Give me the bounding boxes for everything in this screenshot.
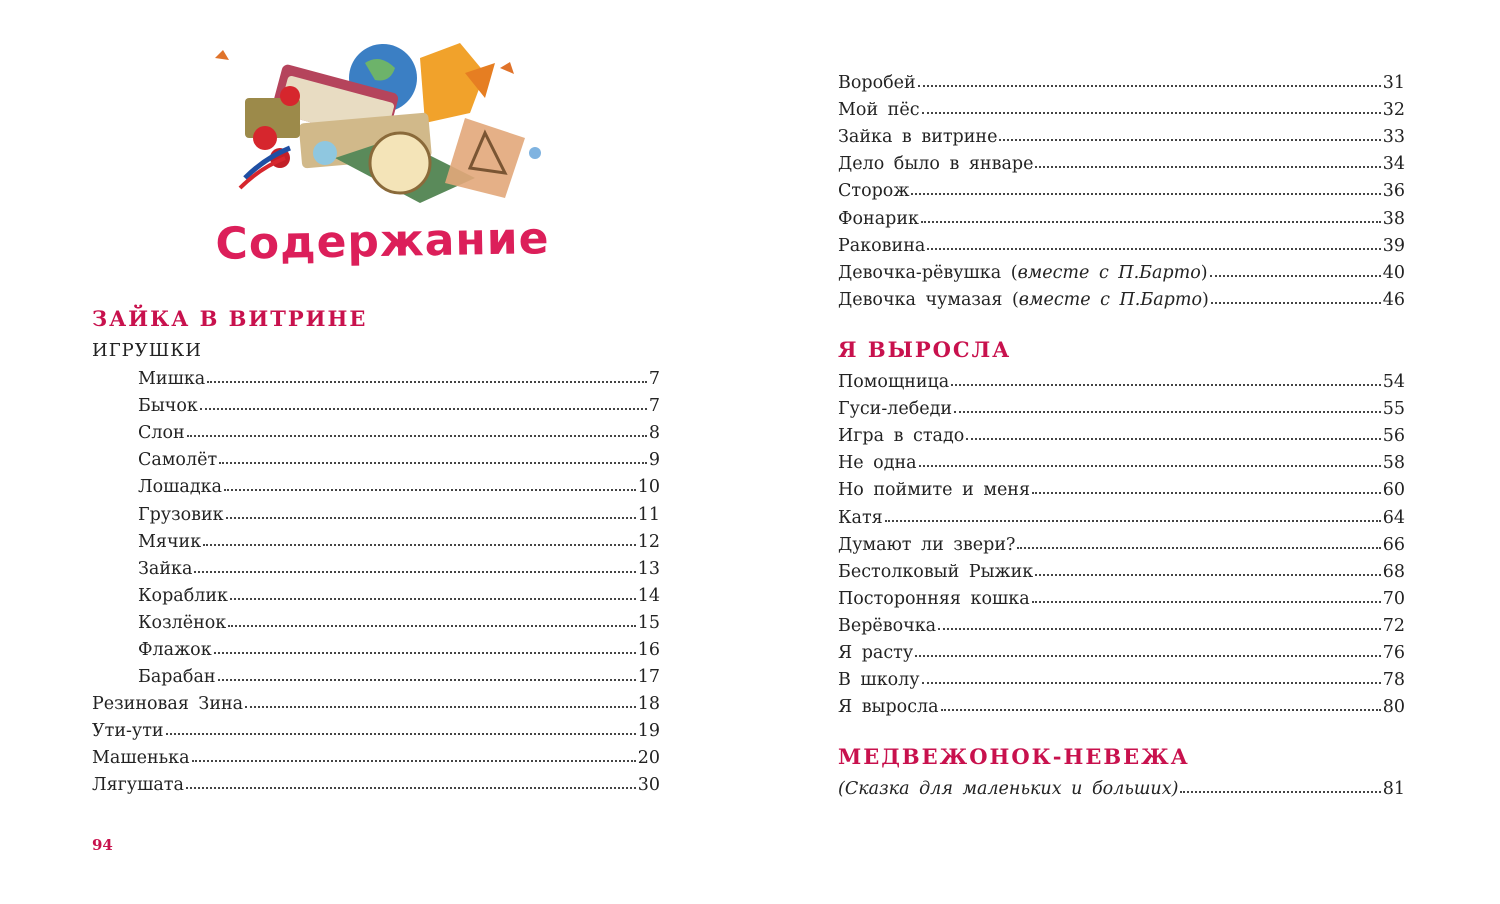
toc-dot-leader	[187, 429, 647, 437]
toc-entry	[138, 610, 660, 637]
toc-entry	[838, 477, 1405, 504]
toc-entry-page: 58	[1382, 453, 1405, 474]
toc-dot-leader	[919, 459, 1381, 467]
toc-entry-title: Помощница	[838, 372, 950, 392]
toc-entry-title: Девочка чумазая (вместе с П.Барто)	[838, 289, 1209, 310]
toc-entry	[838, 640, 1405, 667]
toc-entry-title: Девочка-рёвушка (вместе с П.Барто)	[838, 262, 1208, 283]
toc-entry-page: 80	[1382, 697, 1405, 718]
toc-entry-page: 66	[1382, 534, 1405, 555]
toc-dot-leader	[938, 622, 1381, 630]
toc-entry	[92, 772, 660, 799]
toc-entry	[838, 532, 1405, 559]
toc-entry-page: 8	[648, 423, 660, 444]
toc-dot-leader	[207, 375, 647, 383]
toc-entry-page: 16	[637, 640, 660, 660]
toc-dot-leader	[228, 619, 635, 627]
toc-entry-page: 7	[648, 396, 660, 417]
toc-entry-title: Бычок	[138, 396, 198, 417]
toc-entry-page: 14	[637, 585, 660, 606]
toc-entry-italic-note: вместе с П.Барто	[1017, 262, 1201, 283]
toc-dot-leader	[1035, 160, 1380, 168]
toc-entry-page: 10	[637, 477, 660, 498]
toc-dot-leader	[1032, 595, 1381, 603]
toc-entry-title: Грузовик	[138, 504, 224, 525]
toc-entry-page: 76	[1382, 643, 1405, 663]
toc-dot-leader	[1017, 541, 1380, 549]
toc-dot-leader	[245, 700, 636, 708]
toc-dot-leader	[918, 79, 1381, 87]
toc-entry-title: Мой пёс	[838, 100, 920, 121]
toc-entry	[838, 586, 1405, 613]
toc-dot-leader	[1210, 269, 1381, 277]
toc-entry-title: Я расту	[838, 643, 914, 663]
toc-entry	[838, 396, 1405, 423]
toc-entry-page: 56	[1382, 426, 1405, 447]
toc-entry	[838, 233, 1405, 260]
toc-entry-title: Я выросла	[838, 697, 939, 718]
toc-dot-leader	[921, 215, 1381, 223]
toc-entry-page: 81	[1382, 779, 1405, 799]
toc-dot-leader	[203, 538, 636, 546]
toc-entry-title: Зайка в витрине	[838, 127, 998, 148]
toc-entry-title: Мячик	[138, 531, 202, 552]
toc-entry-page: 18	[637, 694, 660, 714]
toc-entry-page: 33	[1382, 127, 1405, 148]
toc-entry-page: 17	[637, 667, 660, 688]
toc-entry	[838, 206, 1405, 233]
toc-dot-leader	[885, 514, 1381, 522]
toc-dot-leader	[922, 106, 1381, 114]
toc-dot-leader	[226, 511, 636, 519]
toc-entry	[138, 664, 660, 691]
toc-dot-leader	[941, 703, 1381, 711]
contents-title: Содержание	[215, 213, 550, 270]
toc-entry-title: Барабан	[138, 667, 216, 688]
toc-entry-title: Думают ли звери?	[838, 534, 1016, 555]
toc-entry	[838, 369, 1405, 396]
toc-entry-title: Дело было в январе	[838, 154, 1034, 175]
toc-dot-leader	[1032, 486, 1381, 494]
toc-entry-page: 38	[1382, 208, 1405, 229]
toc-entry-title: Зайка	[138, 558, 193, 579]
toc-entry-title: Воробей	[838, 73, 916, 93]
toc-entry	[838, 178, 1405, 205]
toc-dot-leader	[219, 456, 647, 464]
right-page	[750, 0, 1500, 904]
toc-entry-title: Мишка	[138, 369, 206, 389]
toc-entry-title: Раковина	[838, 235, 926, 256]
toc-entry-page: 46	[1382, 289, 1405, 310]
toc-entry-title: Катя	[838, 507, 883, 528]
toc-entry-title: Флажок	[138, 640, 212, 660]
section-heading-vyrosla: Я ВЫРОСЛА	[838, 337, 1012, 362]
toc-dot-leader	[194, 565, 635, 573]
toc-entry-page: 31	[1382, 73, 1405, 93]
toc-entry-title: Машенька	[92, 748, 190, 769]
toc-entry-italic-note: вместе с П.Барто	[1018, 289, 1202, 310]
toc-entry	[838, 151, 1405, 178]
toc-entry-title: В школу	[838, 670, 920, 691]
toc-entry	[838, 287, 1405, 314]
toc-entry-title: Самолёт	[138, 450, 218, 471]
toc-entry	[138, 529, 660, 556]
toc-dot-leader	[1211, 296, 1381, 304]
toc-entry-title: Кораблик	[138, 585, 228, 606]
toc-dot-leader	[214, 646, 636, 654]
toc-entry-title: Лягушата	[92, 775, 184, 796]
section-heading-medvezhonok: МЕДВЕЖОНОК-НЕВЕЖА	[838, 744, 1190, 769]
toc-entry	[838, 70, 1405, 97]
toc-dot-leader	[915, 649, 1381, 657]
toc-entry-title: Фонарик	[838, 208, 919, 229]
toc-entry	[838, 97, 1405, 124]
toc-entry-title: Но поймите и меня	[838, 480, 1030, 501]
toc-dot-leader	[951, 378, 1380, 386]
toc-entry-title: Резиновая Зина	[92, 694, 244, 714]
toc-dot-leader	[911, 187, 1380, 195]
toc-entry	[92, 718, 660, 745]
toc-entry-page: 36	[1382, 181, 1405, 202]
toc-entry-page: 19	[637, 721, 660, 742]
toc-entry	[838, 559, 1405, 586]
toc-entry	[138, 556, 660, 583]
toc-entry-page: 72	[1382, 615, 1405, 636]
toc-entry	[138, 637, 660, 664]
section-heading-zaika: ЗАЙКА В ВИТРИНЕ	[92, 306, 368, 331]
toc-entry-page: 64	[1382, 507, 1405, 528]
page-number: 94	[92, 836, 113, 854]
toc-entry	[838, 613, 1405, 640]
toc-entry	[138, 393, 660, 420]
toc-entry	[838, 505, 1405, 532]
toc-entry	[138, 474, 660, 501]
toc-dot-leader	[230, 592, 636, 600]
toc-dot-leader	[999, 133, 1380, 141]
toc-dot-leader	[966, 432, 1380, 440]
toc-entry	[838, 260, 1405, 287]
toc-dot-leader	[1035, 568, 1380, 576]
toc-entry	[838, 124, 1405, 151]
toc-entry-page: 12	[637, 531, 660, 552]
toc-entry-page: 20	[637, 748, 660, 769]
toc-entry-title: Верёвочка	[838, 615, 937, 636]
toc-entry-page: 30	[637, 775, 660, 796]
toc-entry-title: Сторож	[838, 181, 910, 202]
toc-entry-page: 54	[1382, 372, 1405, 392]
toc-entry	[138, 420, 660, 447]
toc-entry-page: 13	[637, 558, 660, 579]
toc-dot-leader	[192, 754, 636, 762]
toc-dot-leader	[1180, 785, 1380, 793]
toc-entry-page: 15	[637, 612, 660, 633]
toc-entry	[138, 583, 660, 610]
toc-dot-leader	[200, 402, 647, 410]
toc-entry	[838, 450, 1405, 477]
toc-entry-title: Игра в стадо	[838, 426, 965, 447]
toc-entry-title: Ути-ути	[92, 721, 164, 742]
toc-entry-page: 60	[1382, 480, 1405, 501]
toc-entry	[92, 745, 660, 772]
toc-entry-title: Бестолковый Рыжик	[838, 561, 1034, 582]
toc-entry-page: 55	[1382, 399, 1405, 420]
toc-entry-title: Гуси-лебеди	[838, 399, 953, 420]
toc-entry-page: 40	[1382, 262, 1405, 283]
toc-dot-leader	[218, 673, 636, 681]
toc-dot-leader	[954, 405, 1381, 413]
toc-entry-title: Козлёнок	[138, 612, 227, 633]
toc-entry	[838, 776, 1405, 803]
toc-dot-leader	[922, 676, 1381, 684]
toc-entry	[92, 691, 660, 718]
school-books-illustration	[205, 38, 550, 208]
toc-entry-page: 11	[637, 504, 660, 525]
toc-entry-page: 70	[1382, 588, 1405, 609]
toc-dot-leader	[166, 727, 636, 735]
toc-dot-leader	[927, 242, 1380, 250]
toc-entry-page: 34	[1382, 154, 1405, 175]
toc-entry-title: Лошадка	[138, 477, 222, 498]
toc-dot-leader	[186, 781, 636, 789]
toc-entry-page: 68	[1382, 561, 1405, 582]
toc-entry-page: 32	[1382, 100, 1405, 121]
toc-entry	[138, 366, 660, 393]
toc-entry	[138, 447, 660, 474]
toc-entry-italic-note: (Сказка для маленьких и больших)	[838, 779, 1179, 799]
toc-entry	[838, 423, 1405, 450]
toc-entry-title: Не одна	[838, 453, 917, 474]
toc-entry-title: Посторонняя кошка	[838, 588, 1030, 609]
toc-entry-page: 39	[1382, 235, 1405, 256]
toc-dot-leader	[224, 483, 636, 491]
toc-entry-title	[838, 776, 1178, 803]
subheading-igrushki: ИГРУШКИ	[92, 340, 202, 361]
toc-entry-page: 7	[648, 369, 660, 389]
toc-entry	[138, 502, 660, 529]
toc-entry	[838, 667, 1405, 694]
toc-entry-page: 9	[648, 450, 660, 471]
toc-entry-title: Слон	[138, 423, 185, 444]
toc-entry	[838, 694, 1405, 721]
toc-entry-page: 78	[1382, 670, 1405, 691]
